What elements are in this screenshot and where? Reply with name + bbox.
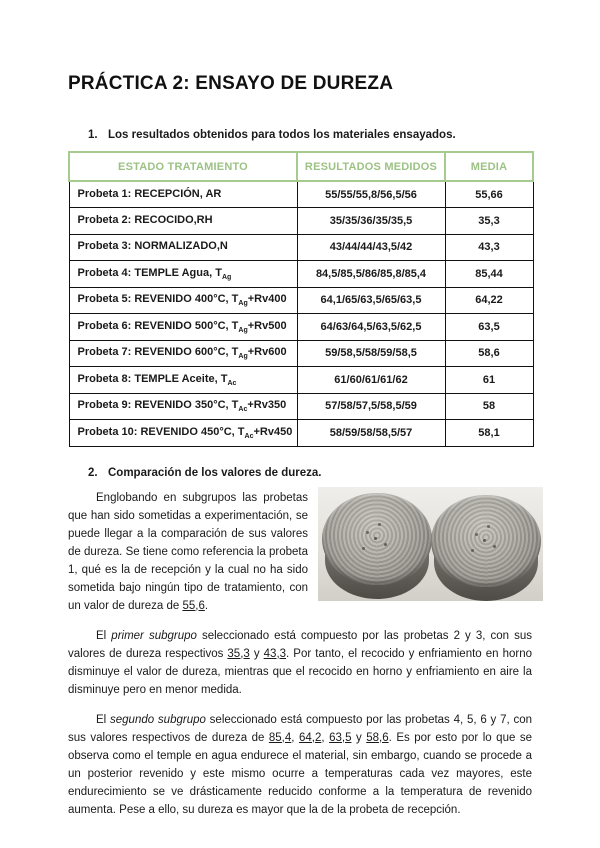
estado-cell: Probeta 1: RECEPCIÓN, AR	[69, 181, 297, 208]
table-row	[69, 287, 533, 314]
resultados-cell: 55/55/55,8/56,5/56	[297, 181, 445, 208]
p1-hardness-value: 55,6	[182, 599, 205, 612]
resultados-cell: 61/60/61/61/62	[297, 367, 445, 394]
resultados-cell: 64/63/64,5/63,5/62,5	[297, 314, 445, 341]
paragraph-3: El segundo subgrupo seleccionado está compuesto por las probetas 4, 5, 6 y 7, con sus valores respectivos de dureza de 85,4, 64,2, 63,5 y 58,6. Es por esto por lo que se observa como el temple en agua endurece el material, sin embargo, cuando se procede a un posterior revenido y este mismo ocurre a temperaturas cada vez mayores, este endurecimiento se ve drásticamente reducido conforme a la temperatura de revenido aumenta. Pese a ello, su dureza es mayor que la de la probeta de recepción.	[68, 713, 533, 816]
media-cell: 61	[445, 367, 533, 394]
metal-disc-right	[431, 495, 541, 601]
media-cell: 58,6	[445, 340, 533, 367]
resultados-cell: 59/58,5/58/59/58,5	[297, 340, 445, 367]
resultados-cell: 43/44/44/43,5/42	[297, 234, 445, 261]
header-estado-tratamiento: ESTADO TRATAMIENTO	[69, 152, 297, 181]
resultados-cell: 64,1/65/63,5/65/63,5	[297, 287, 445, 314]
table-row	[69, 367, 533, 394]
table-header-row	[69, 152, 533, 181]
media-cell: 64,22	[445, 287, 533, 314]
estado-cell: Probeta 9: REVENIDO 350°C, $T_{Ac}+Rv350$	[69, 393, 297, 420]
paragraph-1: Englobando en subgrupos las probetas que han sido sometidas a experimentación, se puede llegar a la comparación de sus valores de dureza. Se tiene como referencia la probeta 1, qué es la de recepción y la cual no ha sido sometida bajo ningún tipo de tratamiento, con un valor de dureza de 55,6.	[68, 489, 532, 615]
results-table	[68, 151, 534, 447]
p3-value-1: 85,4	[268, 731, 292, 744]
media-cell: 43,3	[445, 234, 533, 261]
table-row	[69, 393, 533, 420]
p3-value-3: 63,5	[329, 731, 352, 744]
p2-value-1: 35,3	[227, 647, 250, 660]
estado-cell: Probeta 5: REVENIDO 400°C, $T_{Ag}+Rv400$	[69, 287, 297, 314]
resultados-cell: 58/59/58/58,5/57	[297, 420, 445, 447]
page-title: PRÁCTICA 2: ENSAYO DE DUREZA	[68, 73, 394, 94]
media-cell: 55,66	[445, 181, 533, 208]
p3-value-4: 58,6	[366, 731, 389, 744]
p3-value-2: 64,2	[298, 731, 322, 744]
estado-cell: Probeta 8: TEMPLE Aceite, $T_{Ac}$	[69, 367, 297, 394]
media-cell: 85,44	[445, 261, 533, 288]
header-resultados-medidos: RESULTADOS MEDIDOS	[297, 152, 445, 181]
p2-subgroup-label: primer subgrupo	[111, 629, 197, 642]
specimens-photo	[318, 487, 543, 601]
section-2-heading-text: Comparación de los valores de dureza.	[108, 466, 322, 479]
estado-cell: Probeta 10: REVENIDO 450°C, $T_{Ac}+Rv450$	[69, 420, 297, 447]
estado-cell: Probeta 2: RECOCIDO,RH	[69, 208, 297, 235]
table-row	[69, 234, 533, 261]
media-cell: 58	[445, 393, 533, 420]
media-cell: 35,3	[445, 208, 533, 235]
media-cell: 58,1	[445, 420, 533, 447]
table-row	[69, 314, 533, 341]
header-media: MEDIA	[445, 152, 533, 181]
table-row	[69, 261, 533, 288]
media-cell: 63,5	[445, 314, 533, 341]
estado-cell: Probeta 7: REVENIDO 600°C, $T_{Ag}+Rv600$	[69, 340, 297, 367]
resultados-cell: 84,5/85,5/86/85,8/85,4	[297, 261, 445, 288]
section-2-heading	[68, 467, 532, 479]
section-1-heading	[68, 129, 532, 141]
table-row	[69, 340, 533, 367]
p2-value-2: 43,3	[263, 647, 287, 660]
section-2-number: 2.	[88, 466, 98, 479]
section-1-heading-text: Los resultados obtenidos para todos los materiales ensayados.	[108, 129, 456, 141]
section-1-number: 1.	[88, 129, 98, 141]
metal-disc-left	[322, 493, 432, 601]
estado-cell: Probeta 3: NORMALIZADO,N	[69, 234, 297, 261]
estado-cell: Probeta 6: REVENIDO 500°C, $T_{Ag}+Rv500$	[69, 314, 297, 341]
table-row	[69, 181, 533, 208]
resultados-cell: 35/35/36/35/35,5	[297, 208, 445, 235]
table-row	[69, 420, 533, 447]
table-row	[69, 208, 533, 235]
p1-text: Englobando en subgrupos las probetas que han sido sometidas a experimentación, se puede llegar a la comparación de sus valores de dureza. Se tiene como referencia la probeta 1, qué es la de recepción y la cual no ha sido sometida bajo ningún tipo de tratamiento, con un valor de dureza de	[68, 491, 308, 612]
resultados-cell: 57/58/57,5/58,5/59	[297, 393, 445, 420]
paragraph-2: El primer subgrupo seleccionado está compuesto por las probetas 2 y 3, con sus valores de dureza respectivos 35,3 y 43,3. Por tanto, el recocido y enfriamiento en horno disminuye el valor de dureza, mientras que el recocido en horno y enfriamiento en aire la disminuye pero en menor medida.	[68, 629, 533, 696]
estado-cell: Probeta 4: TEMPLE Agua, $T_{Ag}$	[69, 261, 297, 288]
p3-subgroup-label: segundo subgrupo	[110, 713, 206, 726]
